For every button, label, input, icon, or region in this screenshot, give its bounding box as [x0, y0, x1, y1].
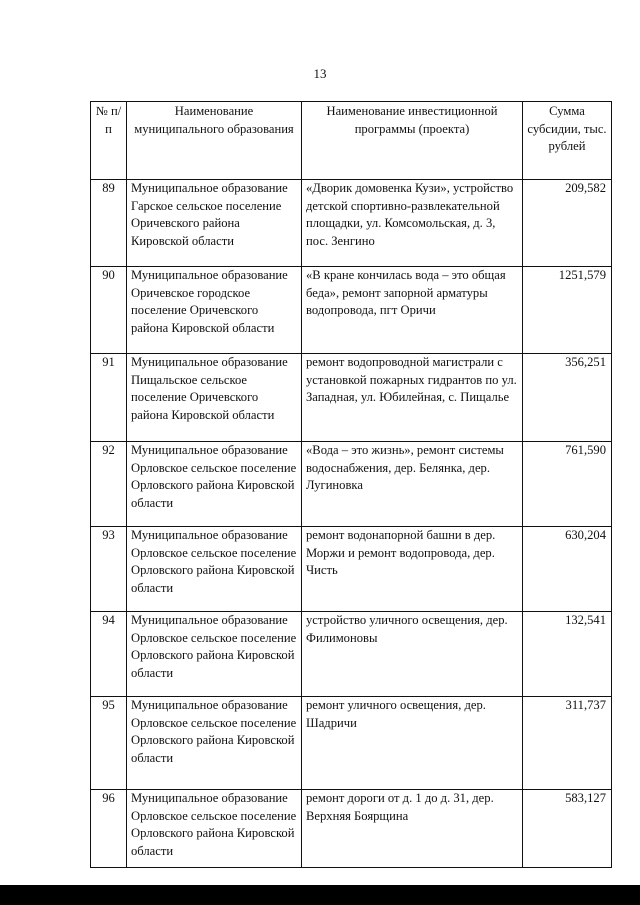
- header-sum: Сумма субсидии, тыс. рублей: [523, 102, 612, 180]
- row-number: 94: [91, 612, 127, 697]
- row-project: «Дворик домовенка Кузи», устройство детской спортивно-развлекательной площадки, ул. Комсомольская, д. 3, пос. Зенгино: [302, 180, 523, 267]
- table-row: [91, 354, 612, 442]
- row-sum: 583,127: [523, 790, 612, 868]
- header-project: Наименование инвестиционной программы (проекта): [302, 102, 523, 180]
- header-number: № п/п: [91, 102, 127, 180]
- row-project: ремонт водопроводной магистрали с установкой пожарных гидрантов по ул. Западная, ул. Юбилейная, с. Пищалье: [302, 354, 523, 442]
- row-project: ремонт уличного освещения, дер. Шадричи: [302, 697, 523, 790]
- row-project: ремонт водонапорной башни в дер. Моржи и ремонт водопровода, дер. Чисть: [302, 527, 523, 612]
- table-row: [91, 442, 612, 527]
- table-header-row: [91, 102, 612, 180]
- row-municipality: Муниципальное образование Пищальское сельское поселение Оричевского района Кировской области: [127, 354, 302, 442]
- table-row: [91, 267, 612, 354]
- row-municipality: Муниципальное образование Гарское сельское поселение Оричевского района Кировской области: [127, 180, 302, 267]
- scan-edge-bar: [0, 885, 640, 905]
- table-row: [91, 612, 612, 697]
- table-row: [91, 697, 612, 790]
- table-row: [91, 790, 612, 868]
- row-number: 95: [91, 697, 127, 790]
- row-municipality: Муниципальное образование Орловское сельское поселение Орловского района Кировской области: [127, 527, 302, 612]
- table-row: [91, 180, 612, 267]
- row-sum: 132,541: [523, 612, 612, 697]
- row-municipality: Муниципальное образование Орловское сельское поселение Орловского района Кировской области: [127, 790, 302, 868]
- row-sum: 209,582: [523, 180, 612, 267]
- subsidy-table: [90, 101, 612, 868]
- row-municipality: Муниципальное образование Орловское сельское поселение Орловского района Кировской области: [127, 697, 302, 790]
- page-number: 13: [313, 66, 327, 81]
- row-project: «В кране кончилась вода – это общая беда», ремонт запорной арматуры водопровода, пгт Оричи: [302, 267, 523, 354]
- row-number: 93: [91, 527, 127, 612]
- row-sum: 1251,579: [523, 267, 612, 354]
- row-municipality: Муниципальное образование Орловское сельское поселение Орловского района Кировской области: [127, 612, 302, 697]
- row-project: ремонт дороги от д. 1 до д. 31, дер. Верхняя Боярщина: [302, 790, 523, 868]
- table-row: [91, 527, 612, 612]
- row-sum: 311,737: [523, 697, 612, 790]
- row-number: 89: [91, 180, 127, 267]
- row-number: 96: [91, 790, 127, 868]
- row-sum: 630,204: [523, 527, 612, 612]
- row-number: 91: [91, 354, 127, 442]
- row-sum: 356,251: [523, 354, 612, 442]
- row-project: «Вода – это жизнь», ремонт системы водоснабжения, дер. Белянка, дер. Лугиновка: [302, 442, 523, 527]
- row-sum: 761,590: [523, 442, 612, 527]
- row-project: устройство уличного освещения, дер. Филимоновы: [302, 612, 523, 697]
- row-number: 92: [91, 442, 127, 527]
- row-number: 90: [91, 267, 127, 354]
- row-municipality: Муниципальное образование Оричевское городское поселение Оричевского района Кировской области: [127, 267, 302, 354]
- header-municipality: Наименование муниципального образования: [127, 102, 302, 180]
- row-municipality: Муниципальное образование Орловское сельское поселение Орловского района Кировской области: [127, 442, 302, 527]
